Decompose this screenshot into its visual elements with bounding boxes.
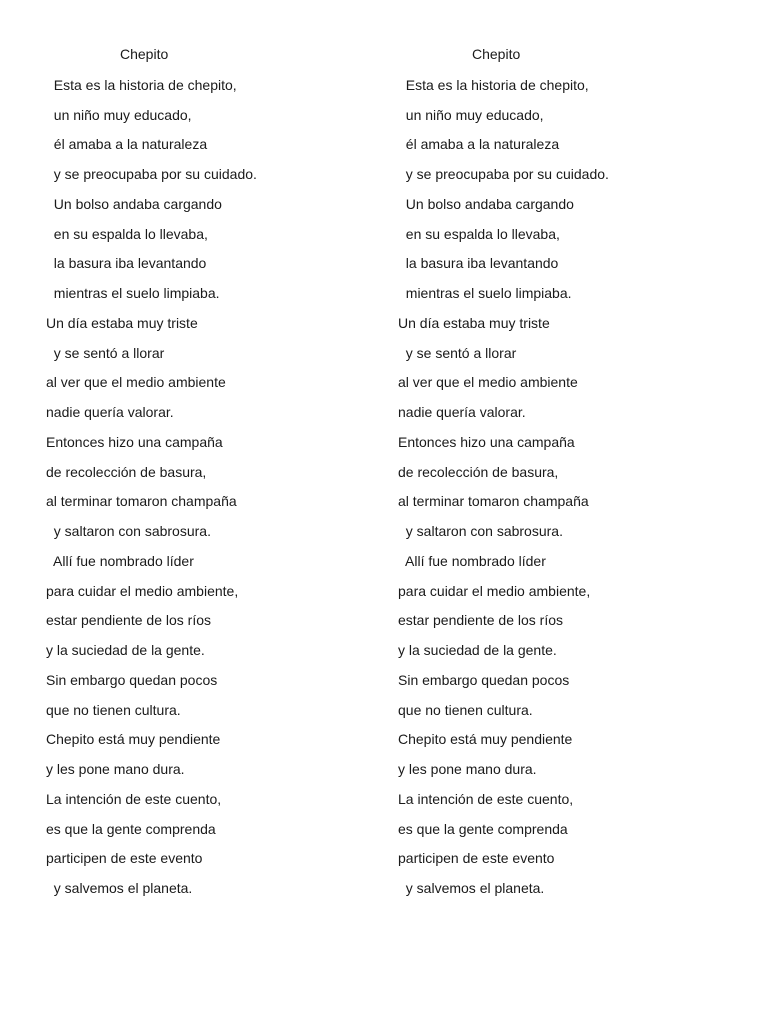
poem-line: en su espalda lo llevaba, (46, 225, 208, 242)
poem-line: y la suciedad de la gente. (398, 642, 557, 658)
poem-line: estar pendiente de los ríos (398, 612, 563, 629)
poem-line: nadie quería valorar. (398, 404, 526, 420)
poem-line: Un bolso andaba cargando (46, 195, 222, 212)
poem-line: para cuidar el medio ambiente, (46, 582, 239, 599)
poem-line: La intención de este cuento, (46, 790, 222, 807)
poem-line: Sin embargo quedan pocos (46, 671, 218, 688)
poem-line: Sin embargo quedan pocos (398, 671, 570, 688)
poem-line: participen de este evento (46, 850, 203, 867)
poem-line: y salvemos el planeta. (398, 880, 545, 896)
poem-line: y les pone mano dura. (46, 761, 185, 777)
poem-title: Chepito (472, 46, 521, 62)
poem-lines (46, 71, 376, 904)
poem-line: mientras el suelo limpiaba. (46, 285, 220, 301)
poem-line: y saltaron con sabrosura. (398, 523, 563, 539)
poem-line: al terminar tomaron champaña (398, 493, 589, 510)
poem-line: él amaba a la naturaleza (398, 136, 560, 153)
poem-line: y la suciedad de la gente. (46, 642, 205, 658)
poem-line: un niño muy educado, (46, 106, 192, 123)
poem-line: Esta es la historia de chepito, (46, 76, 237, 93)
poem-line: y salvemos el planeta. (46, 880, 193, 896)
poem-line: de recolección de basura, (398, 463, 559, 480)
poem-line: y les pone mano dura. (398, 761, 537, 777)
poem-line: en su espalda lo llevaba, (398, 225, 560, 242)
poem-lines (398, 71, 728, 904)
poem-line: la basura iba levantando (46, 255, 207, 272)
poem-line: Chepito está muy pendiente (46, 731, 221, 748)
poem-line: nadie quería valorar. (46, 404, 174, 420)
poem-line: Entonces hizo una campaña (398, 433, 575, 450)
poem-line: de recolección de basura, (46, 463, 207, 480)
poem-line: la basura iba levantando (398, 255, 559, 272)
poem-line: Un bolso andaba cargando (398, 195, 574, 212)
poem-column-right (398, 41, 728, 904)
poem-line: para cuidar el medio ambiente, (398, 582, 591, 599)
poem-line: un niño muy educado, (398, 106, 544, 123)
poem-line: estar pendiente de los ríos (46, 612, 211, 629)
poem-column-left (46, 41, 376, 904)
poem-line: Esta es la historia de chepito, (398, 76, 589, 93)
poem-line: él amaba a la naturaleza (46, 136, 208, 153)
poem-line: y saltaron con sabrosura. (46, 523, 211, 539)
poem-line: participen de este evento (398, 850, 555, 867)
poem-line: es que la gente comprenda (398, 820, 568, 837)
poem-line: y se sentó a llorar (398, 344, 517, 361)
poem-line: al ver que el medio ambiente (398, 374, 578, 391)
poem-line: y se preocupaba por su cuidado. (46, 166, 257, 182)
poem-line: que no tienen cultura. (398, 701, 533, 718)
poem-line: La intención de este cuento, (398, 790, 574, 807)
poem-line: Chepito está muy pendiente (398, 731, 573, 748)
poem-title: Chepito (120, 46, 169, 62)
poem-line: mientras el suelo limpiaba. (398, 285, 572, 301)
poem-line: y se preocupaba por su cuidado. (398, 166, 609, 182)
poem-line: Un día estaba muy triste (398, 314, 550, 331)
poem-line: Allí fue nombrado líder (46, 552, 194, 569)
poem-line: Entonces hizo una campaña (46, 433, 223, 450)
poem-line: al ver que el medio ambiente (46, 374, 226, 391)
poem-line: es que la gente comprenda (46, 820, 216, 837)
poem-line: al terminar tomaron champaña (46, 493, 237, 510)
poem-line: Allí fue nombrado líder (398, 552, 546, 569)
poem-line: y se sentó a llorar (46, 344, 165, 361)
poem-line: que no tienen cultura. (46, 701, 181, 718)
poem-line: Un día estaba muy triste (46, 314, 198, 331)
